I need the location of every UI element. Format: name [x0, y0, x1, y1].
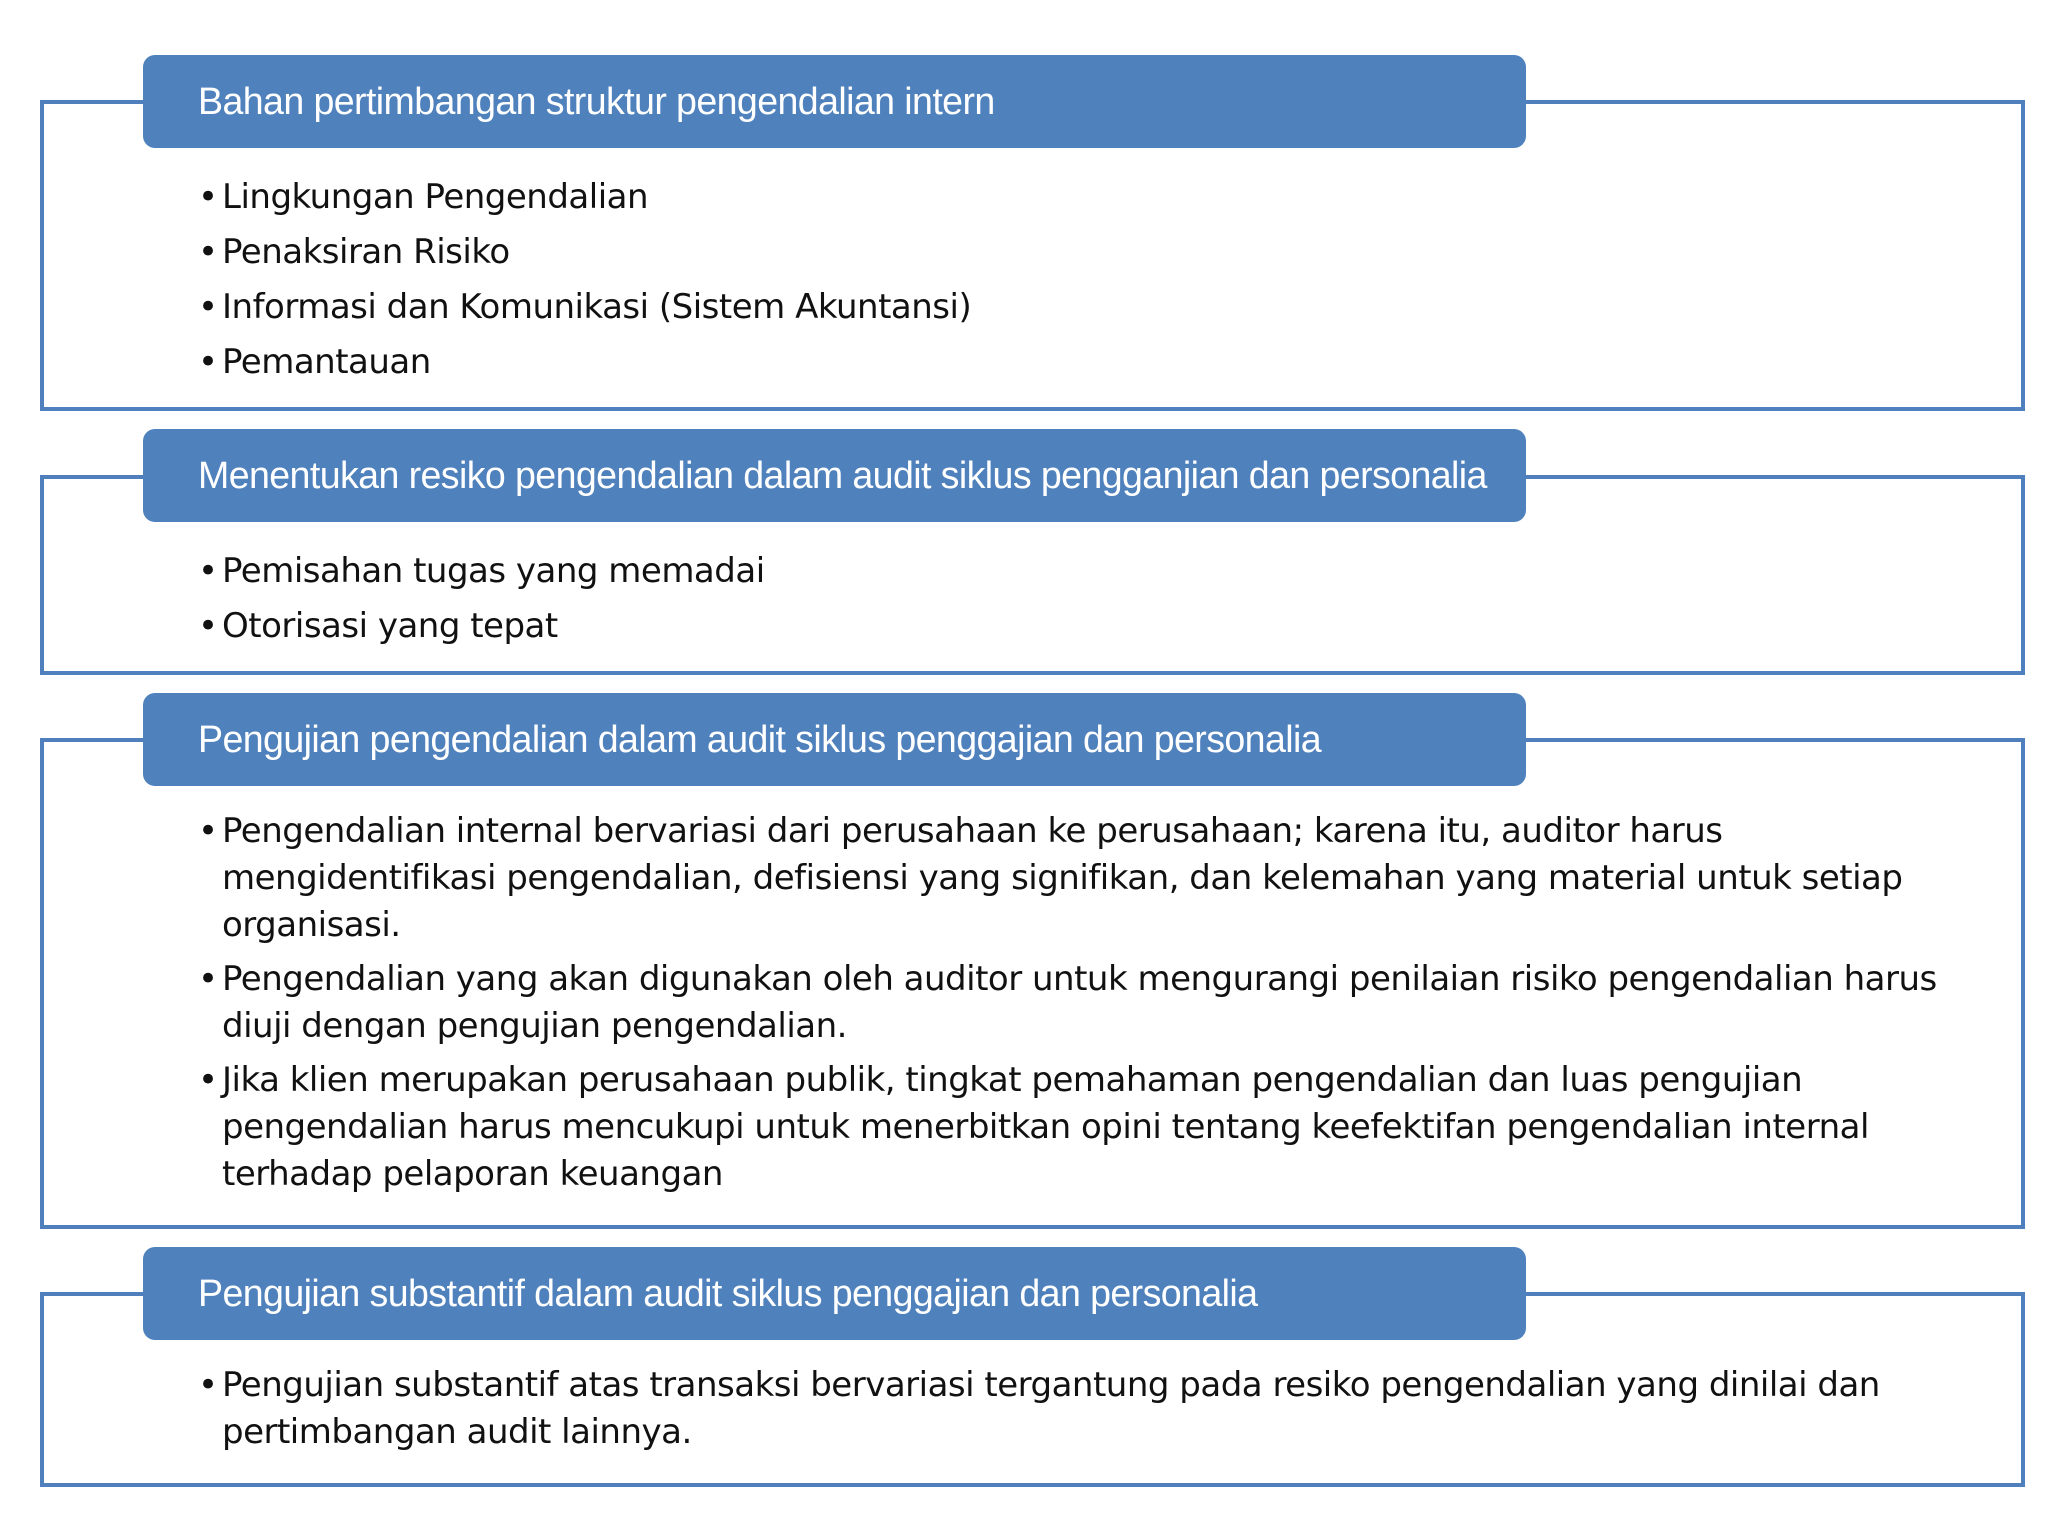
list-item: • Pengujian substantif atas transaksi bervariasi tergantung pada resiko pengendalian yang dinilai dan pertimbangan audit lainnya. — [198, 1362, 1938, 1456]
section-header-1: Bahan pertimbangan struktur pengendalian intern — [143, 55, 1526, 148]
section-list-3 — [198, 808, 1938, 1205]
section-header-2: Menentukan resiko pengendalian dalam audit siklus pengganjian dan personalia — [143, 429, 1526, 522]
section-header-4: Pengujian substantif dalam audit siklus penggajian dan personalia — [143, 1247, 1526, 1340]
list-item: • Pemantauan — [198, 335, 1938, 390]
list-item: • Pemisahan tugas yang memadai — [198, 544, 1938, 599]
list-item: • Penaksiran Risiko — [198, 225, 1938, 280]
list-item: • Pengendalian yang akan digunakan oleh auditor untuk mengurangi penilaian risiko pengendalian harus diuji dengan pengujian pengendalian. — [198, 956, 1938, 1050]
section-list-2 — [198, 544, 1938, 654]
section-list-1 — [198, 170, 1938, 390]
section-list-4 — [198, 1362, 1938, 1456]
section-header-3: Pengujian pengendalian dalam audit siklus penggajian dan personalia — [143, 693, 1526, 786]
list-item: • Pengendalian internal bervariasi dari perusahaan ke perusahaan; karena itu, auditor harus mengidentifikasi pengendalian, defisiensi yang signifikan, dan kelemahan yang material untuk setiap organisasi. — [198, 808, 1938, 949]
list-item: • Informasi dan Komunikasi (Sistem Akuntansi) — [198, 280, 1938, 335]
list-item: • Jika klien merupakan perusahaan publik, tingkat pemahaman pengendalian dan luas pengujian pengendalian harus mencukupi untuk menerbitkan opini tentang keefektifan pengendalian internal terhadap pelaporan keuangan — [198, 1057, 1938, 1198]
list-item: • Otorisasi yang tepat — [198, 599, 1938, 654]
list-item: • Lingkungan Pengendalian — [198, 170, 1938, 225]
